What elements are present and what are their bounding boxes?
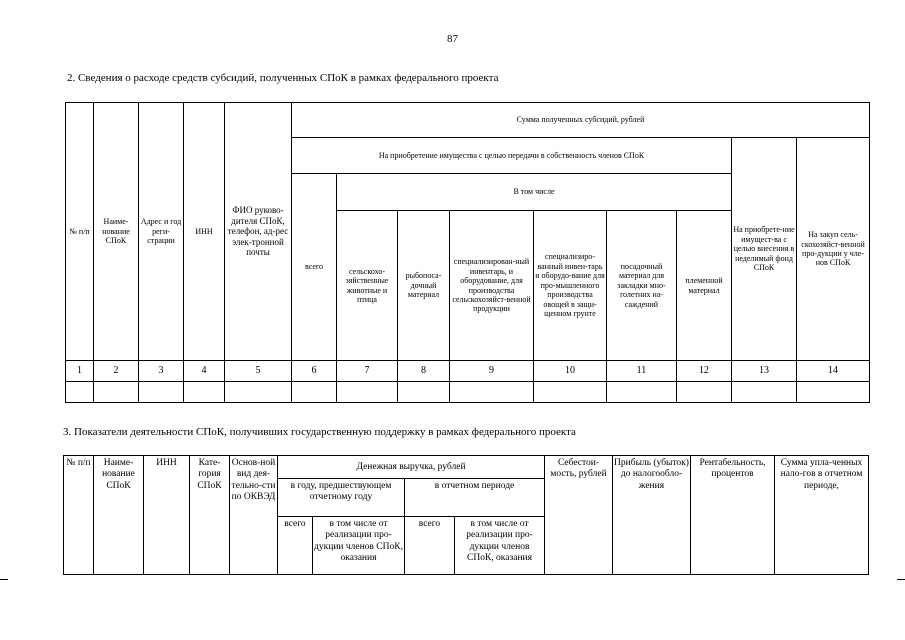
column-number: 12 (677, 361, 732, 382)
t3-header-inn: ИНН (144, 456, 190, 575)
t3-header-profit: Прибыль (убыток) до налогообло-жения (613, 456, 691, 575)
header-breeding: племенной материал (677, 211, 732, 361)
empty-cell (337, 382, 398, 403)
t3-header-incl-prev: в том числе от реализации про-дукции членов СПоК, оказания (313, 517, 405, 575)
t3-header-current-period: в отчетном периоде (405, 479, 545, 517)
header-livestock: сельскохо-зяйственные животные и птица (337, 211, 398, 361)
column-number: 7 (337, 361, 398, 382)
t3-header-prev-year: в году, предшествующем отчетному году (278, 479, 405, 517)
empty-cell (534, 382, 607, 403)
empty-cell (94, 382, 139, 403)
header-greenhouse-equipment: специализиро-ванный инвен-тарь и оборудо-вание для про-мышленного производства овощей в защи-щенном грунте (534, 211, 607, 361)
empty-cell (66, 382, 94, 403)
empty-cell (797, 382, 870, 403)
activity-indicators-table (63, 455, 869, 575)
header-indivisible-fund: На приобрете-ние имущест-ва с целью внесения в неделимый фонд СПоК (732, 138, 797, 361)
column-number: 8 (398, 361, 450, 382)
subsidy-expenditure-table (65, 102, 870, 403)
column-number: 10 (534, 361, 607, 382)
header-total: всего (292, 174, 337, 361)
column-number: 3 (139, 361, 184, 382)
column-number: 13 (732, 361, 797, 382)
header-special-equipment: специализирован-ный инвентарь, и оборудование, для производства сельскохозяйст-венной продукции (450, 211, 534, 361)
empty-cell (677, 382, 732, 403)
empty-cell (139, 382, 184, 403)
section3-heading: 3. Показатели деятельности СПоК, получивших государственную поддержку в рамках федерального проекта (63, 426, 576, 438)
t3-header-total-cur: всего (405, 517, 455, 575)
t3-header-cost: Себестои-мость, рублей (545, 456, 613, 575)
t3-header-okved: Основ-ной вид дея-тельно-сти по ОКВЭД (230, 456, 278, 575)
empty-cell (450, 382, 534, 403)
column-number: 9 (450, 361, 534, 382)
t3-header-profitability: Рентабельность, процентов (691, 456, 775, 575)
t3-header-num: № п/п (64, 456, 94, 575)
column-number: 14 (797, 361, 870, 382)
t3-header-revenue: Денежная выручка, рублей (278, 456, 545, 479)
empty-cell (225, 382, 292, 403)
header-subsidy-total: Сумма полученных субсидий, рублей (292, 103, 870, 138)
column-number: 6 (292, 361, 337, 382)
column-number: 11 (607, 361, 677, 382)
margin-mark (897, 579, 905, 580)
header-director: ФИО руково-дителя СПоК, телефон, ад-рес элек-тронной почты (225, 103, 292, 361)
column-number: 4 (184, 361, 225, 382)
t3-header-incl-cur: в том числе от реализации про-дукции членов СПоК, оказания (455, 517, 545, 575)
header-inn: ИНН (184, 103, 225, 361)
empty-cell (184, 382, 225, 403)
empty-cell (398, 382, 450, 403)
t3-header-total-prev: всего (278, 517, 313, 575)
page-number: 87 (447, 33, 458, 45)
header-including: В том числе (337, 174, 732, 211)
header-planting: посадочный материал для закладки мно-голетних на-саждений (607, 211, 677, 361)
column-number: 1 (66, 361, 94, 382)
t3-header-name: Наиме-нование СПоК (94, 456, 144, 575)
margin-mark (0, 579, 8, 580)
header-address: Адрес и год реги-страции (139, 103, 184, 361)
t3-header-taxes: Сумма упла-ченных нало-гов в отчетном периоде, (775, 456, 869, 575)
header-fish: рыбопоса-дочный материал (398, 211, 450, 361)
column-number: 5 (225, 361, 292, 382)
empty-cell (732, 382, 797, 403)
t3-header-category: Кате-гория СПоК (190, 456, 230, 575)
column-number: 2 (94, 361, 139, 382)
section2-heading: 2. Сведения о расходе средств субсидий, полученных СПоК в рамках федерального проекта (67, 72, 499, 84)
header-property: На приобретение имущества с целью передачи в собственность членов СПоК (292, 138, 732, 174)
empty-cell (292, 382, 337, 403)
empty-cell (607, 382, 677, 403)
header-name: Наиме-нование СПоК (94, 103, 139, 361)
header-num: № п/п (66, 103, 94, 361)
header-purchase: На закуп сель-скохозяйст-венной про-дукции у чле-нов СПоК (797, 138, 870, 361)
